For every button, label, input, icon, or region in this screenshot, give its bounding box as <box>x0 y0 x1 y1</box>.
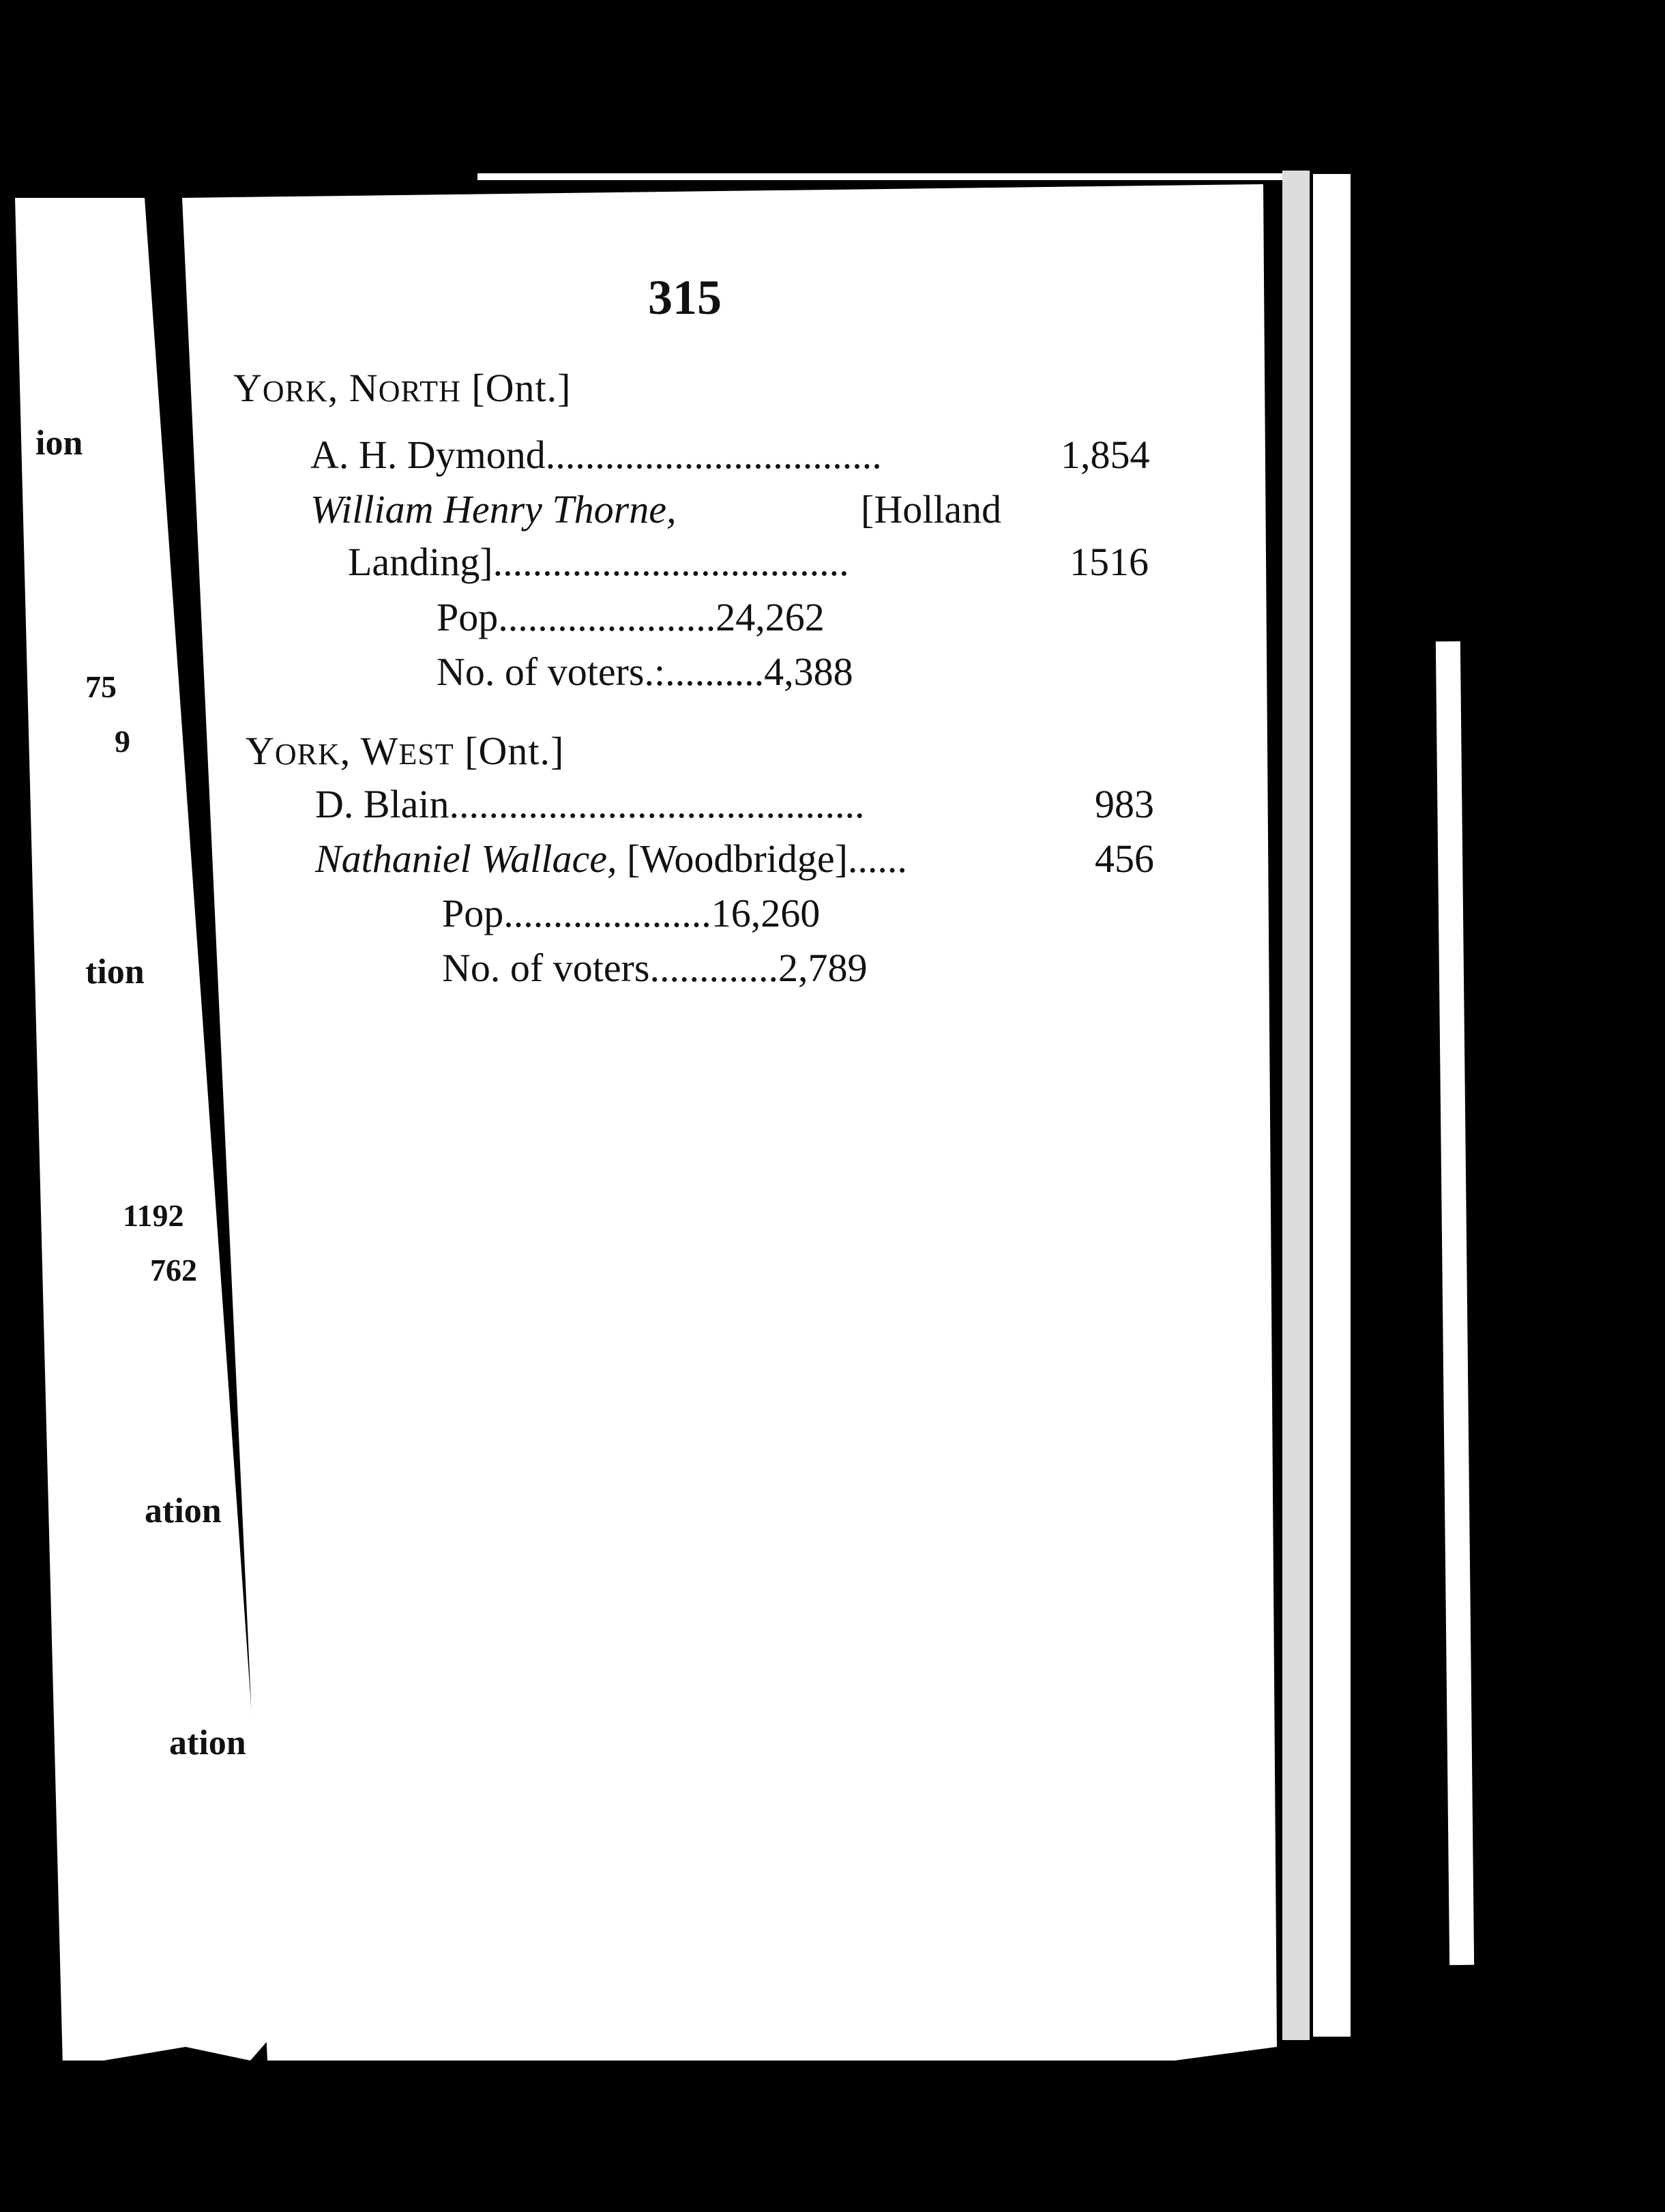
leader-dots: ...................... <box>498 595 716 639</box>
candidate-row <box>310 487 677 532</box>
left-fragment: 1192 <box>123 1198 184 1233</box>
pop-value: 16,260 <box>711 891 821 935</box>
left-fragment: 762 <box>150 1253 197 1287</box>
heading-smallcaps: ORK <box>274 738 340 771</box>
vote-count: 983 <box>1095 782 1154 826</box>
candidate-name: William Henry Thorne, <box>310 487 677 532</box>
population-row <box>442 891 821 935</box>
leader-dots: ............. <box>649 946 778 990</box>
voters-row <box>442 948 867 988</box>
voters-value: 4,388 <box>764 650 853 694</box>
heading-province: [Ont.] <box>471 366 572 410</box>
page-top-edge <box>477 173 1282 180</box>
candidate-row <box>310 435 882 475</box>
left-fragment: ation <box>169 1723 246 1762</box>
candidate-place: [Holland <box>861 487 1002 532</box>
heading-smallcaps: ORTH <box>378 375 461 408</box>
vote-count: 1,854 <box>1061 433 1150 477</box>
heading-smallcaps: EST <box>398 738 454 771</box>
voters-label: No. of voters <box>442 946 650 990</box>
voters-value: 2,789 <box>778 946 868 990</box>
voters-row <box>437 652 853 692</box>
leader-dots: ...... <box>847 836 907 881</box>
heading-initial: Y <box>233 366 263 410</box>
candidate-name: A. H. Dymond <box>310 433 546 477</box>
candidate-place: [Woodbridge] <box>626 836 848 881</box>
page-number: 315 <box>648 270 722 325</box>
page-edge <box>1282 171 1310 2040</box>
vote-count: 1516 <box>1070 540 1149 584</box>
heading-initial: W <box>360 729 399 773</box>
pop-label: Pop <box>442 891 504 935</box>
leader-dots: .................................... <box>492 540 849 584</box>
left-fragment: ion <box>35 424 83 463</box>
candidate-row <box>315 782 865 826</box>
heading-province: [Ont.] <box>465 729 565 773</box>
population-row <box>437 595 825 639</box>
leader-dots: .................................. <box>545 433 882 477</box>
page-edge-outer <box>1313 174 1351 2037</box>
heading-initial: Y <box>246 729 275 773</box>
left-fragment: ation <box>145 1491 222 1530</box>
next-page-sliver <box>1436 641 1474 1965</box>
heading-smallcaps: ORK <box>262 375 328 408</box>
left-fragment: tion <box>85 952 145 991</box>
candidate-place: Landing] <box>348 540 493 584</box>
section-heading: YORK, NORTH [Ont.] <box>233 366 572 410</box>
left-fragment: 75 <box>85 669 117 704</box>
vote-count: 456 <box>1095 836 1154 881</box>
leader-dots: .:.......... <box>644 650 765 694</box>
pop-value: 24,262 <box>716 595 825 639</box>
candidate-name: Nathaniel Wallace, <box>315 836 617 881</box>
candidate-name: D. Blain <box>315 782 450 826</box>
heading-initial: N <box>349 366 379 410</box>
candidate-row <box>315 836 907 881</box>
leader-dots: ..................... <box>503 891 711 935</box>
pop-label: Pop <box>437 595 499 639</box>
candidate-row-continued <box>348 542 849 582</box>
leader-dots: .......................................... <box>449 782 865 826</box>
section-heading: YORK, WEST [Ont.] <box>246 729 565 773</box>
voters-label: No. of voters <box>437 650 645 694</box>
left-fragment: 9 <box>115 724 130 759</box>
